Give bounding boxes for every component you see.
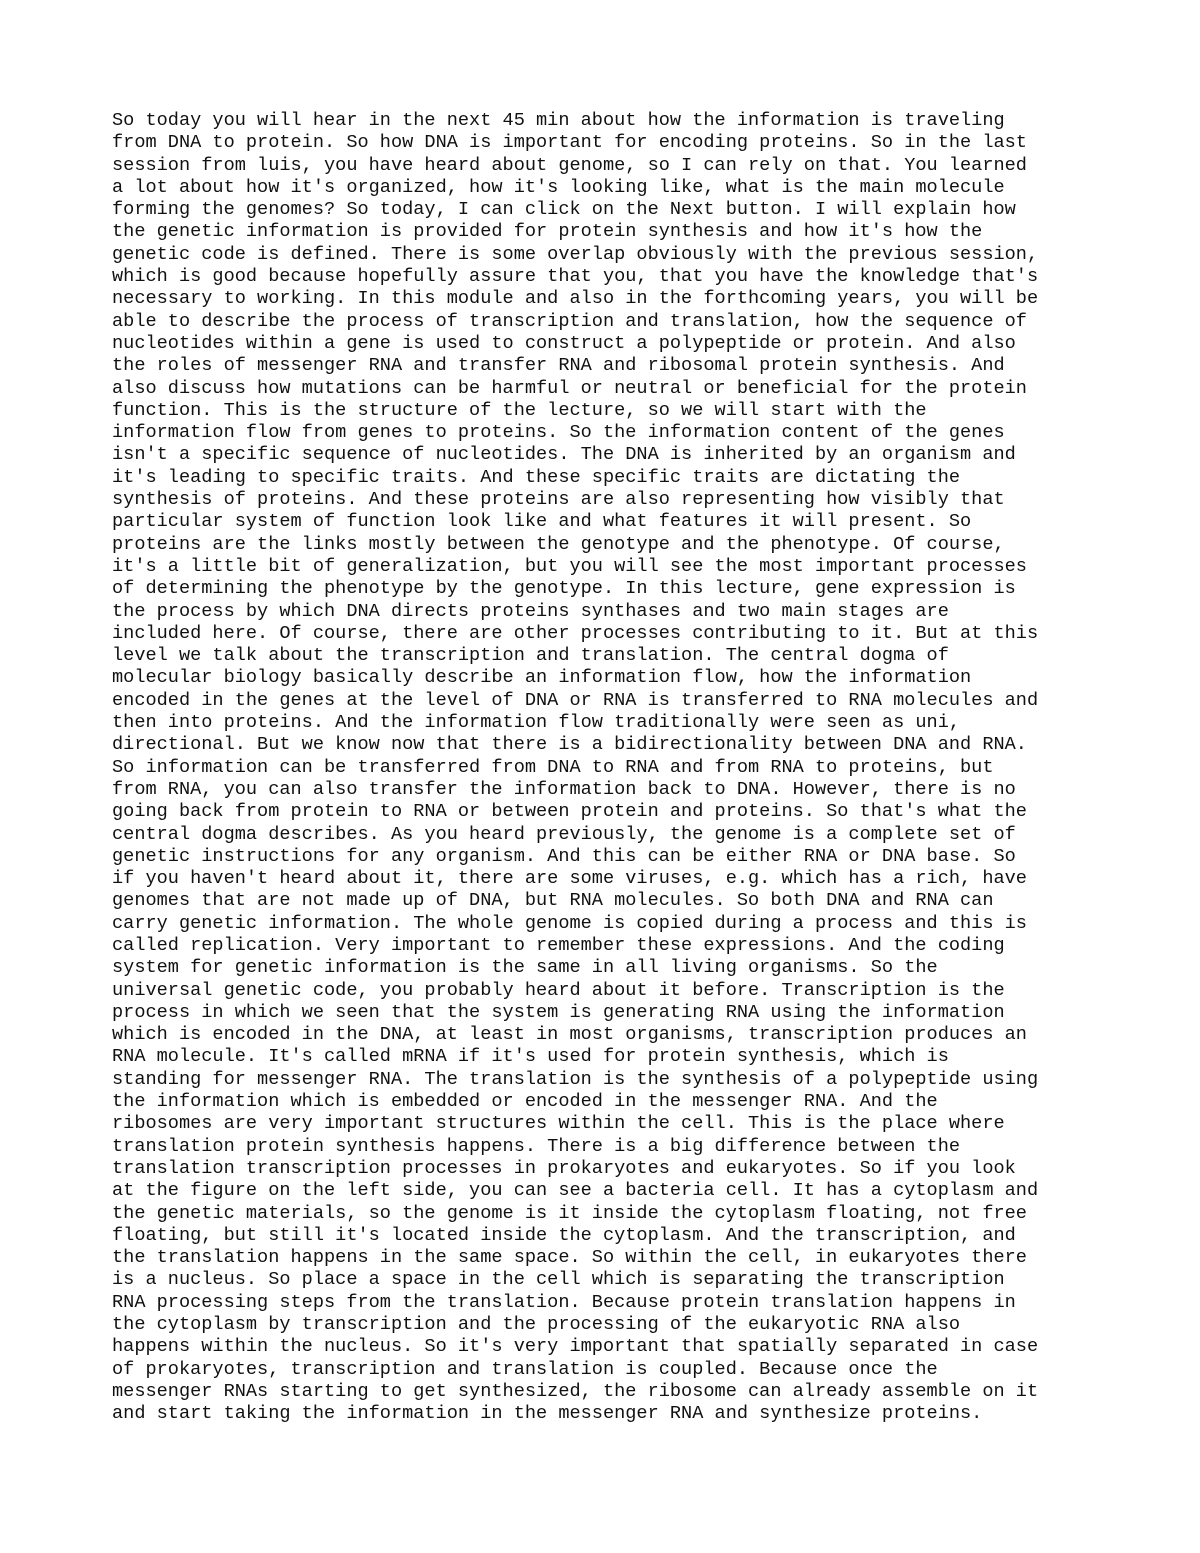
- text-line: genetic code is defined. There is some overlap obviously with the previous session,: [112, 243, 1039, 265]
- text-line: universal genetic code, you probably heard about it before. Transcription is the: [112, 979, 1005, 1001]
- text-line: RNA molecule. It's called mRNA if it's used for protein synthesis, which is: [112, 1046, 949, 1068]
- text-line: from RNA, you can also transfer the information back to DNA. However, there is no: [112, 778, 1016, 800]
- text-line: molecular biology basically describe an information flow, how the information: [112, 667, 972, 689]
- text-line: happens within the nucleus. So it's very important that spatially separated in case: [112, 1336, 1039, 1358]
- text-line: the genetic materials, so the genome is it inside the cytoplasm floating, not free: [112, 1202, 1027, 1224]
- text-line: the roles of messenger RNA and transfer RNA and ribosomal protein synthesis. And: [112, 355, 1005, 377]
- text-line: directional. But we know now that there is a bidirectionality between DNA and RNA.: [112, 734, 1027, 756]
- text-line: RNA processing steps from the translation. Because protein translation happens in: [112, 1291, 1016, 1313]
- text-line: able to describe the process of transcription and translation, how the sequence of: [112, 310, 1027, 332]
- text-line: of determining the phenotype by the genotype. In this lecture, gene expression is: [112, 578, 1016, 600]
- text-line: information flow from genes to proteins. So the information content of the genes: [112, 422, 1005, 444]
- text-line: forming the genomes? So today, I can click on the Next button. I will explain how: [112, 199, 1016, 221]
- text-line: the process by which DNA directs proteins synthases and two main stages are: [112, 600, 949, 622]
- text-line: ribosomes are very important structures within the cell. This is the place where: [112, 1113, 1005, 1135]
- text-line: if you haven't heard about it, there are some viruses, e.g. which has a rich, have: [112, 868, 1027, 890]
- text-line: called replication. Very important to remember these expressions. And the coding: [112, 934, 1005, 956]
- text-line: function. This is the structure of the lecture, so we will start with the: [112, 399, 927, 421]
- text-line: central dogma describes. As you heard previously, the genome is a complete set of: [112, 823, 1016, 845]
- text-line: is a nucleus. So place a space in the cell which is separating the transcription: [112, 1269, 1005, 1291]
- text-line: then into proteins. And the information flow traditionally were seen as uni,: [112, 712, 961, 734]
- text-line: synthesis of proteins. And these proteins are also representing how visibly that: [112, 489, 1005, 511]
- text-line: also discuss how mutations can be harmful or neutral or beneficial for the protein: [112, 377, 1027, 399]
- text-line: floating, but still it's located inside the cytoplasm. And the transcription, and: [112, 1224, 1016, 1246]
- text-line: nucleotides within a gene is used to construct a polypeptide or protein. And also: [112, 332, 1016, 354]
- text-line: translation transcription processes in prokaryotes and eukaryotes. So if you look: [112, 1157, 1016, 1179]
- text-line: system for genetic information is the same in all living organisms. So the: [112, 957, 938, 979]
- text-line: standing for messenger RNA. The translation is the synthesis of a polypeptide using: [112, 1068, 1039, 1090]
- text-line: going back from protein to RNA or between protein and proteins. So that's what the: [112, 801, 1027, 823]
- text-line: necessary to working. In this module and also in the forthcoming years, you will be: [112, 288, 1039, 310]
- text-line: included here. Of course, there are other processes contributing to it. But at this: [112, 622, 1039, 644]
- text-line: So today you will hear in the next 45 min about how the information is traveling: [112, 110, 1005, 131]
- text-line: of prokaryotes, transcription and translation is coupled. Because once the: [112, 1358, 938, 1380]
- text-line: the genetic information is provided for protein synthesis and how it's how the: [112, 221, 983, 243]
- text-line: at the figure on the left side, you can see a bacteria cell. It has a cytoplasm and: [112, 1180, 1039, 1202]
- text-line: from DNA to protein. So how DNA is important for encoding proteins. So in the last: [112, 132, 1027, 154]
- text-line: the translation happens in the same space. So within the cell, in eukaryotes there: [112, 1247, 1027, 1269]
- text-line: it's leading to specific traits. And these specific traits are dictating the: [112, 466, 961, 488]
- text-line: messenger RNAs starting to get synthesized, the ribosome can already assemble on it: [112, 1380, 1039, 1402]
- text-line: which is encoded in the DNA, at least in most organisms, transcription produces an: [112, 1024, 1027, 1046]
- text-line: level we talk about the transcription and translation. The central dogma of: [112, 645, 949, 667]
- text-line: it's a little bit of generalization, but you will see the most important processes: [112, 555, 1027, 577]
- text-line: isn't a specific sequence of nucleotides. The DNA is inherited by an organism and: [112, 444, 1016, 466]
- text-line: translation protein synthesis happens. There is a big difference between the: [112, 1135, 961, 1157]
- text-line: carry genetic information. The whole genome is copied during a process and this is: [112, 912, 1027, 934]
- text-line: proteins are the links mostly between the genotype and the phenotype. Of course,: [112, 533, 1005, 555]
- text-line: process in which we seen that the system is generating RNA using the information: [112, 1001, 1005, 1023]
- text-line: which is good because hopefully assure that you, that you have the knowledge that's: [112, 266, 1039, 288]
- text-line: particular system of function look like and what features it will present. So: [112, 511, 972, 533]
- text-line: genomes that are not made up of DNA, but RNA molecules. So both DNA and RNA can: [112, 890, 994, 912]
- text-line: session from luis, you have heard about genome, so I can rely on that. You learned: [112, 154, 1027, 176]
- text-line: the cytoplasm by transcription and the processing of the eukaryotic RNA also: [112, 1314, 961, 1336]
- text-line: So information can be transferred from DNA to RNA and from RNA to proteins, but: [112, 756, 994, 778]
- transcript-text: [112, 110, 1112, 1426]
- text-line: encoded in the genes at the level of DNA or RNA is transferred to RNA molecules and: [112, 689, 1039, 711]
- text-line: and start taking the information in the messenger RNA and synthesize proteins.: [112, 1403, 983, 1425]
- text-line: a lot about how it's organized, how it's looking like, what is the main molecule: [112, 176, 1005, 198]
- text-line: the information which is embedded or encoded in the messenger RNA. And the: [112, 1091, 938, 1113]
- text-line: genetic instructions for any organism. And this can be either RNA or DNA base. So: [112, 845, 1016, 867]
